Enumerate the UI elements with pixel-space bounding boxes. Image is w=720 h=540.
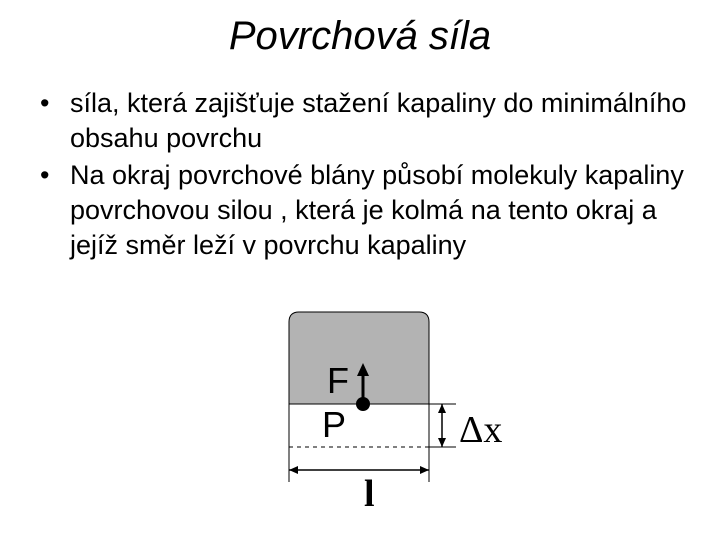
point-label: P: [322, 404, 347, 445]
force-label: F: [327, 360, 349, 401]
length-arrowhead-left: [289, 466, 298, 474]
liquid-film: [289, 312, 429, 404]
delta-x-arrowhead-up: [438, 404, 446, 413]
bullet-text: Na okraj povrchové blány působí molekuly kapaliny povrchovou silou , která je kolmá na tento okraj a jejíž směr leží v povrchu kapaliny: [70, 160, 684, 260]
point-p-dot: [356, 397, 370, 411]
bullet-dot: •: [40, 88, 50, 118]
bullet-text: síla, která zajišťuje stažení kapaliny do minimálního obsahu povrchu: [70, 88, 687, 153]
bullet-dot: •: [40, 160, 50, 190]
delta-x-label: Δx: [459, 409, 503, 451]
delta-x-arrowhead-down: [438, 438, 446, 447]
slide-title: Povrchová síla: [228, 14, 492, 58]
length-label: l: [364, 473, 375, 515]
length-arrowhead-right: [420, 466, 429, 474]
